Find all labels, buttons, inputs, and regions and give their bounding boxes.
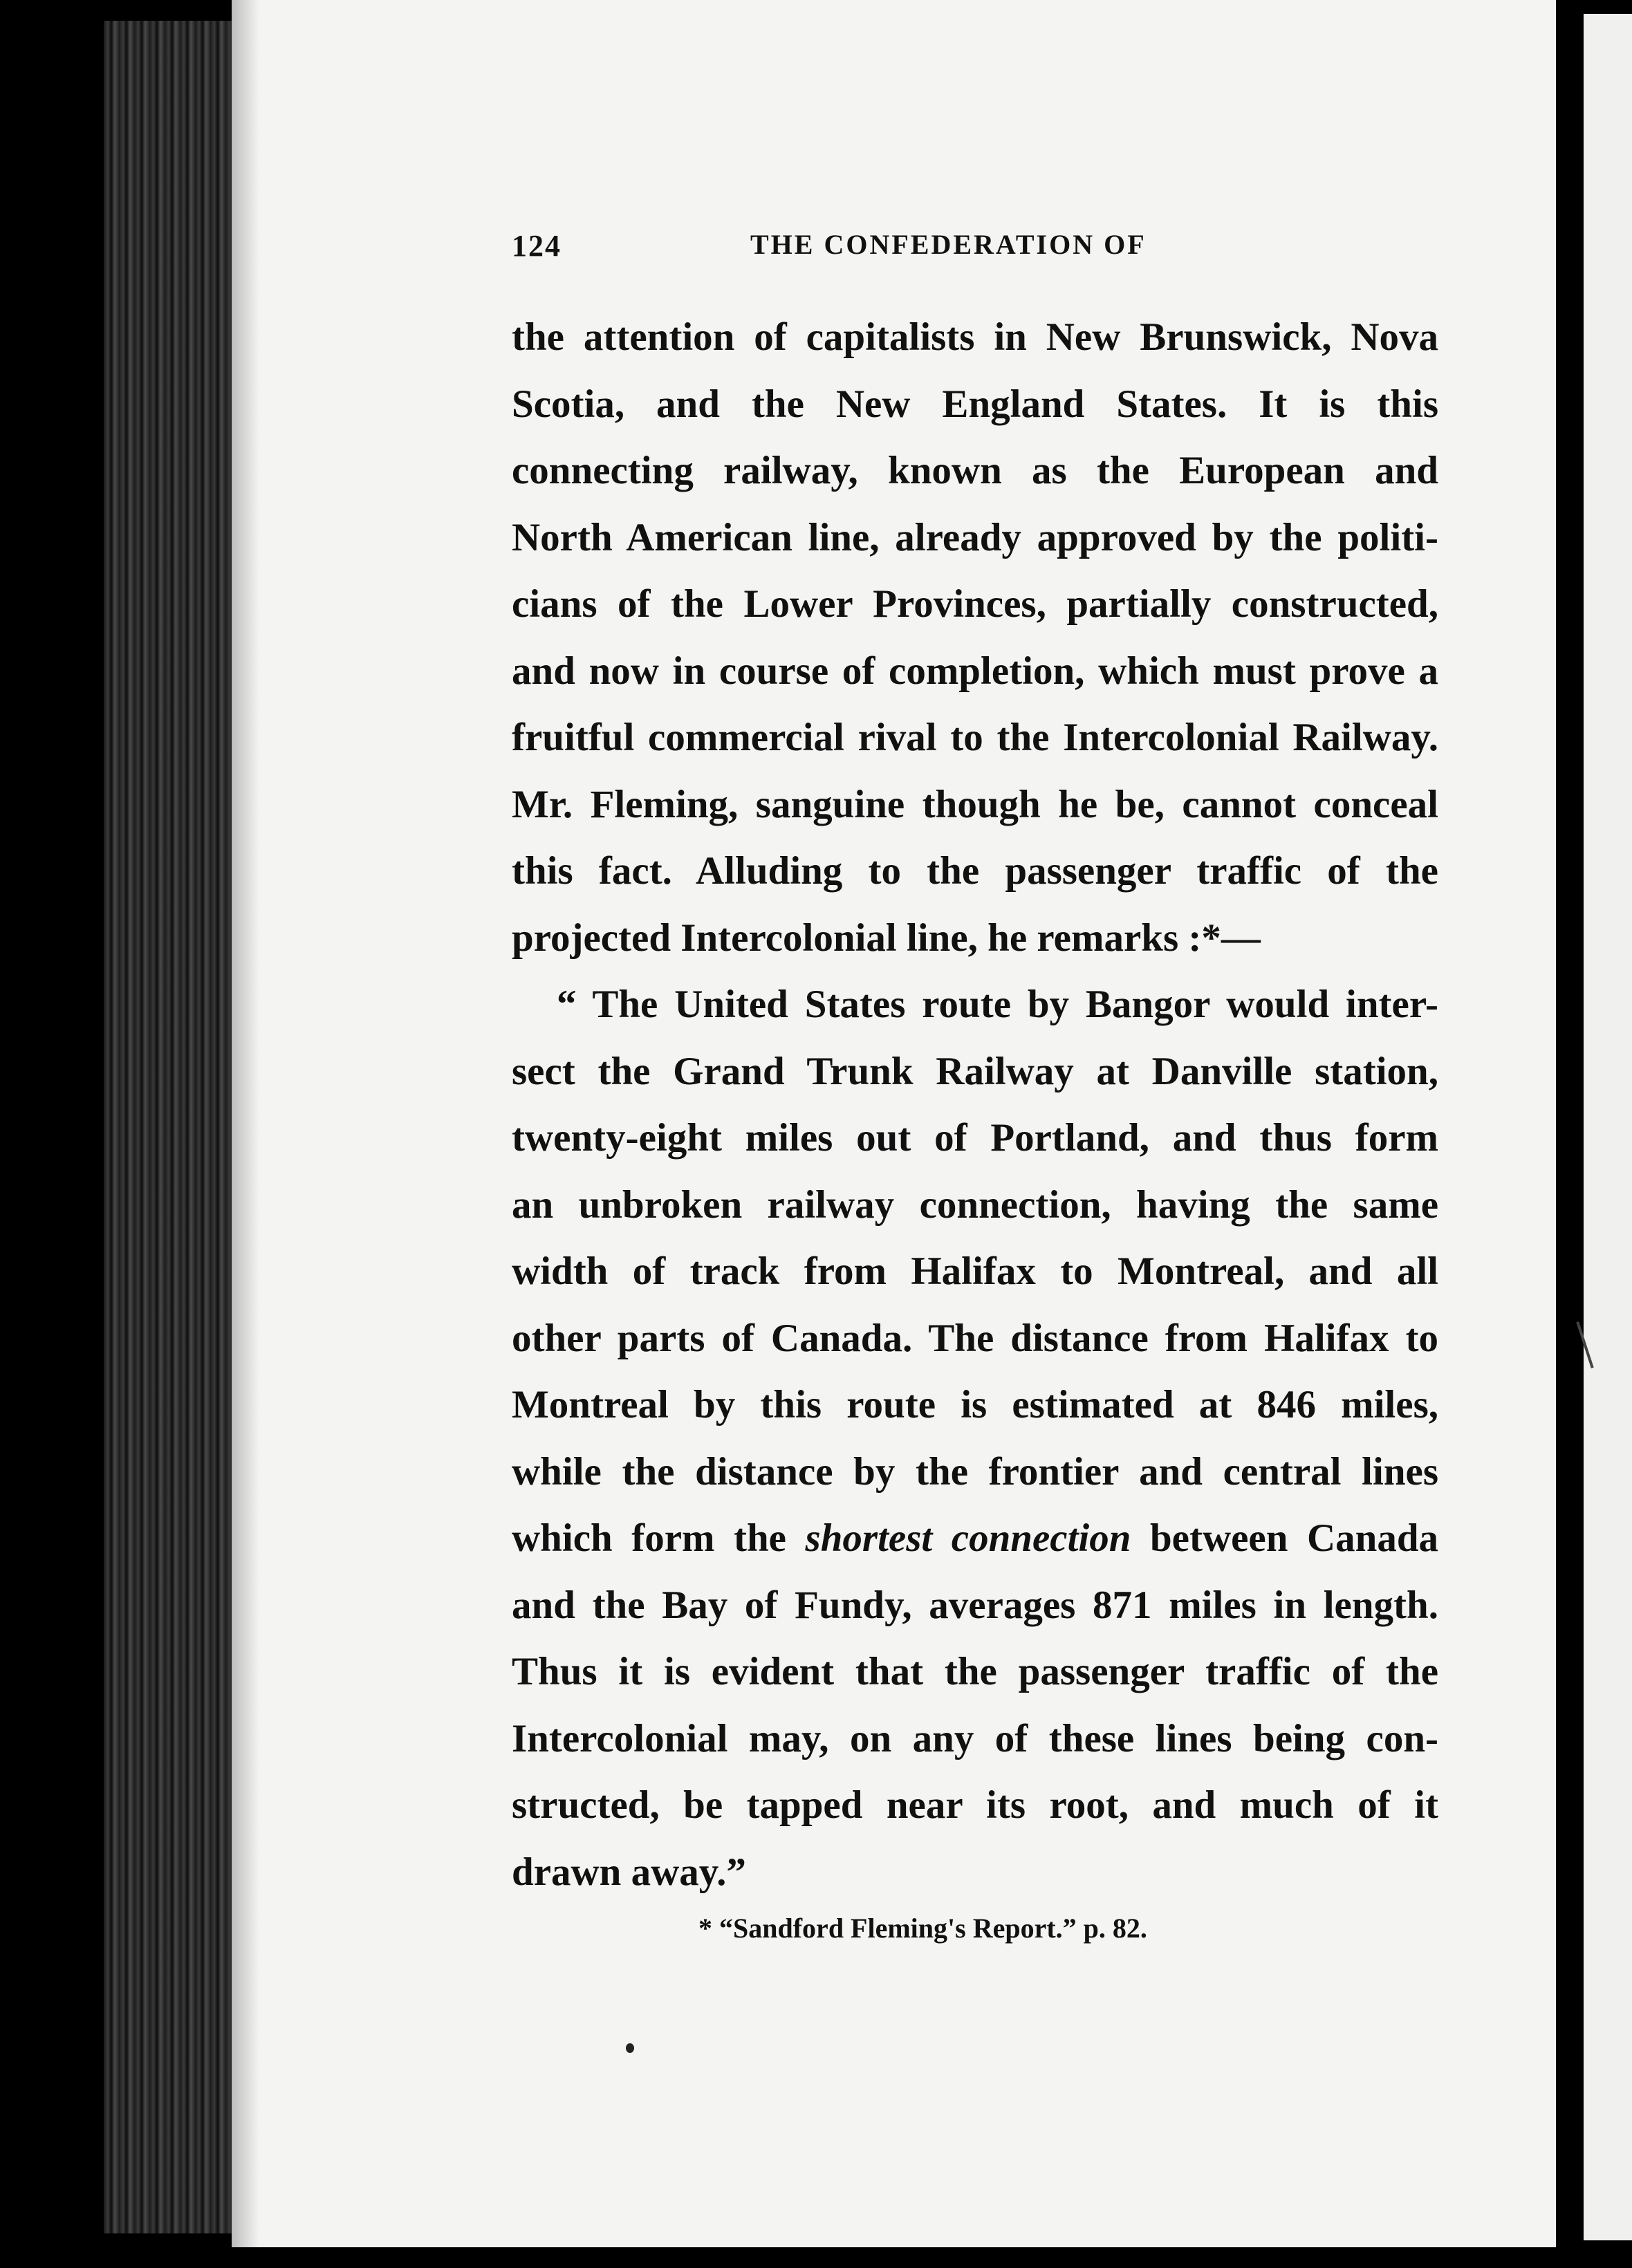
text-line: this fact. Alluding to the passenger traffic of the: [512, 849, 1438, 893]
text-line: cians of the Lower Provinces, partially constructed,: [512, 582, 1438, 626]
page-number: 124: [512, 229, 562, 263]
facing-page-edge: [1584, 14, 1632, 2240]
text-line: projected Intercolonial line, he remarks :*—: [512, 915, 1261, 960]
body-text: [512, 304, 1438, 1906]
text-line: Mr. Fleming, sanguine though he be, cannot conceal: [512, 782, 1438, 826]
quote-line-with-italic: [512, 1505, 1438, 1572]
quote-line: Intercolonial may, on any of these lines being con-: [512, 1716, 1438, 1760]
text-line: North American line, already approved by the politi-: [512, 515, 1438, 559]
quote-line: drawn away.”: [512, 1850, 746, 1894]
quote-line: sect the Grand Trunk Railway at Danville station,: [512, 1049, 1438, 1093]
quote-line: and the Bay of Fundy, averages 871 miles in length.: [512, 1583, 1438, 1627]
quote-text: between Canada: [1149, 1516, 1439, 1560]
gutter-shadow: [1556, 0, 1584, 2268]
quote-line: structed, be tapped near its root, and much of it: [512, 1783, 1438, 1827]
quote-line: while the distance by the frontier and central lines: [512, 1449, 1438, 1494]
running-head: [512, 228, 1438, 270]
running-title: THE CONFEDERATION OF: [750, 229, 1147, 260]
quote-line: “ The United States route by Bangor would inter-: [557, 983, 1438, 1026]
quote-line: other parts of Canada. The distance from Halifax to: [512, 1316, 1438, 1360]
footnote: * “Sandford Fleming's Report.” p. 82.: [698, 1913, 1147, 1944]
quote-line: twenty-eight miles out of Portland, and thus form: [512, 1116, 1438, 1160]
quote-line: width of track from Halifax to Montreal, and all: [512, 1249, 1438, 1293]
page-edges: [104, 21, 235, 2233]
quote-line: Montreal by this route is estimated at 846 miles,: [512, 1383, 1438, 1426]
quote-line: Thus it is evident that the passenger traffic of the: [512, 1650, 1438, 1693]
text-line: the attention of capitalists in New Brunswick, Nova: [512, 315, 1438, 359]
text-line: and now in course of completion, which must prove a: [512, 649, 1438, 693]
quote-line: an unbroken railway connection, having the same: [512, 1182, 1438, 1227]
italic-emphasis: shortest connection: [805, 1516, 1131, 1560]
quote-text: which form the: [512, 1516, 786, 1560]
text-line: Scotia, and the New England States. It is this: [512, 382, 1438, 426]
text-line: connecting railway, known as the European and: [512, 449, 1438, 492]
ink-speck: [626, 2043, 634, 2053]
text-line: fruitful commercial rival to the Intercolonial Railway.: [512, 716, 1438, 759]
